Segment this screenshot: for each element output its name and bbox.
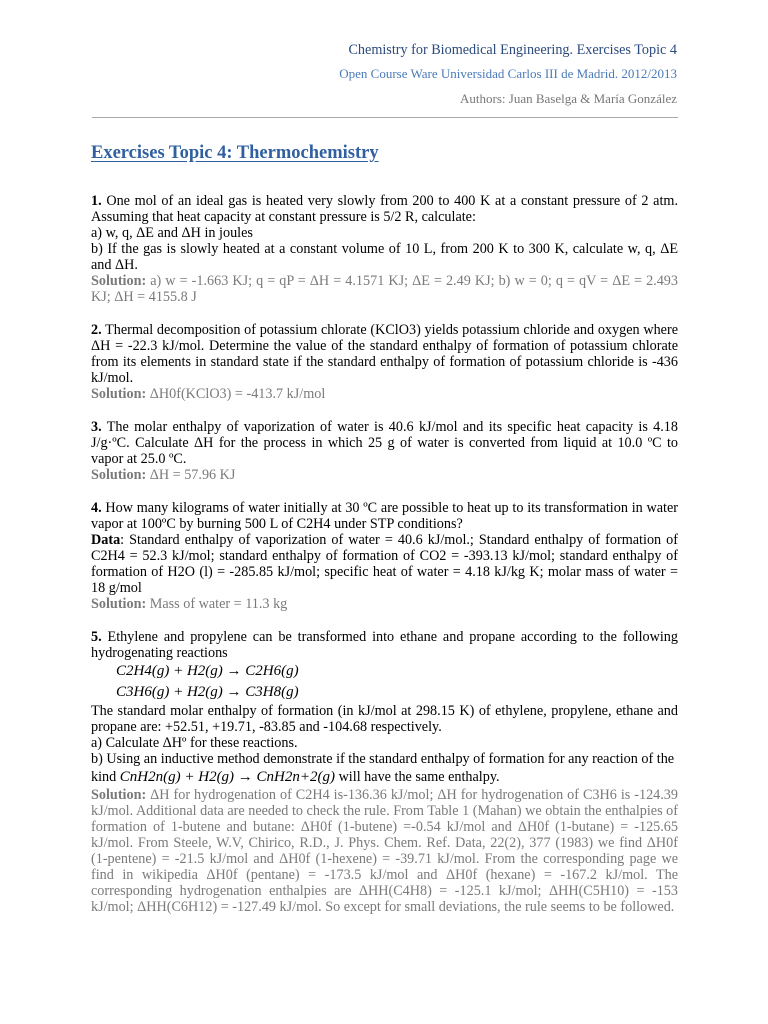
part-b-end: will have the same enthalpy. xyxy=(335,769,500,785)
data-text: : Standard enthalpy of vaporization of water = 40.6 kJ/mol.; Standard enthalpy of formation of C2H4 = 52.3 kJ/mol; standard enthalpy of formation of CO2 = -393.13 kJ/mol; standard enthalpy of formation of H2O (l) = -285.85 kJ/mol; specific heat of water = 4.18 kJ/kg K; molar mass of water = 18 g/mol xyxy=(91,532,678,596)
solution-text: Mass of water = 11.3 kg xyxy=(146,596,288,612)
solution-text: ΔH0f(KClO3) = -413.7 kJ/mol xyxy=(146,386,326,402)
general-reaction-equation: CnH2n(g) + H2(g) → CnH2n+2(g) xyxy=(119,769,336,785)
exercise-3 xyxy=(91,419,678,483)
exercise-part-b: b) If the gas is slowly heated at a constant volume of 10 L, from 200 K to 300 K, calculate w, q, ΔE and ΔH. xyxy=(91,241,678,273)
exercise-part-a: a) w, q, ΔE and ΔH in joules xyxy=(91,225,253,241)
institution-line: Open Course Ware Universidad Carlos III de Madrid. 2012/2013 xyxy=(339,66,677,81)
reaction-equation-1: C2H4(g) + H2(g) → C2H6(g) xyxy=(116,663,299,679)
solution-label: Solution: xyxy=(91,787,147,803)
exercise-number: 2. xyxy=(91,322,102,338)
reaction-equation-2: C3H6(g) + H2(g) → C3H8(g) xyxy=(116,684,299,700)
exercise-1 xyxy=(91,193,678,305)
exercise-number: 1. xyxy=(91,193,102,209)
exercise-solution xyxy=(91,467,678,483)
exercise-solution xyxy=(91,787,678,915)
data-label: Data xyxy=(91,532,121,548)
header-divider xyxy=(92,117,678,118)
authors-line: Authors: Juan Baselga & María González xyxy=(460,91,677,106)
exercise-text: How many kilograms of water initially at 30 ºC are possible to heat up to its transformation in water vapor at 100ºC by burning 500 L of C2H4 under STP conditions? xyxy=(91,500,678,532)
solution-label: Solution: xyxy=(91,596,147,612)
exercise-solution xyxy=(91,273,678,305)
exercise-list xyxy=(91,193,678,915)
exercise-solution xyxy=(91,386,678,402)
exercise-number: 4. xyxy=(91,500,102,516)
kind-label: kind xyxy=(91,769,117,785)
exercise-text: The molar enthalpy of vaporization of water is 40.6 kJ/mol and its specific heat capacity is 4.18 J/g·ºC. Calculate ΔH for the process in which 25 g of water is converted from liquid at 10.0 ºC to vapor at 25.0 ºC. xyxy=(91,419,678,467)
solution-label: Solution: xyxy=(91,386,147,402)
exercise-part-b-cont xyxy=(91,767,678,787)
exercise-number: 5. xyxy=(91,629,102,645)
exercise-part-b: b) Using an inductive method demonstrate if the standard enthalpy of formation for any reaction of the xyxy=(91,751,675,767)
exercise-solution xyxy=(91,596,678,612)
exercise-number: 3. xyxy=(91,419,102,435)
solution-label: Solution: xyxy=(91,273,147,289)
solution-label: Solution: xyxy=(91,467,147,483)
page-title: Exercises Topic 4: Thermochemistry xyxy=(91,143,379,163)
exercise-text: Thermal decomposition of potassium chlorate (KClO3) yields potassium chloride and oxygen where ΔH = -22.3 kJ/mol. Determine the value of the standard enthalpy of formation of potassium chlorate from its elements in standard state if the standard enthalpy of formation of potassium chloride is -436 kJ/mol. xyxy=(91,322,678,386)
solution-text: a) w = -1.663 KJ; q = qP = ΔH = 4.1571 KJ; ΔE = 2.49 KJ; b) w = 0; q = qV = ΔE = 2.493 KJ; ΔH = 4155.8 J xyxy=(91,273,678,305)
exercise-text: Ethylene and propylene can be transformed into ethane and propane according to the following hydrogenating reactions xyxy=(91,629,678,661)
exercise-text-2: The standard molar enthalpy of formation (in kJ/mol at 298.15 K) of ethylene, propylene, ethane and propane are: +52.51, +19.71, -83.85 and -104.68 respectively. xyxy=(91,703,678,735)
exercise-4 xyxy=(91,500,678,612)
exercise-5 xyxy=(91,629,678,915)
solution-text: ΔH for hydrogenation of C2H4 is-136.36 kJ/mol; ΔH for hydrogenation of C3H6 is -124.39 kJ/mol. Additional data are needed to check the rule. From Table 1 (Mahan) we obtain the enthalpies of formation of 1-butene and butane: ΔH0f (1-butene) =-0.54 kJ/mol and ΔH0f (1-butane) = -125.65 kJ/mol. From Steele, W.V, Chirico, R.D., J. Phys. Chem. Ref. Data, 22(2), 377 (1983) we find ΔH0f (1-pentene) = -21.5 kJ/mol and ΔH0f (1-hexene) = -39.71 kJ/mol. From the corresponding page we find in wikipedia ΔH0f (pentane) = -173.5 kJ/mol and ΔH0f (hexane) = -167.2 kJ/mol. The corresponding hydrogenation enthalpies are ΔHH(C4H8) = -125.1 kJ/mol; ΔHH(C5H10) = -153 kJ/mol; ΔHH(C6H12) = -127.49 kJ/mol. So except for small deviations, the rule seems to be followed. xyxy=(91,787,678,915)
exercise-text: One mol of an ideal gas is heated very slowly from 200 to 400 K at a constant pressure of 2 atm. Assuming that heat capacity at constant pressure is 5/2 R, calculate: xyxy=(91,193,678,225)
course-title: Chemistry for Biomedical Engineering. Exercises Topic 4 xyxy=(348,42,677,58)
exercise-part-a: a) Calculate ΔHº for these reactions. xyxy=(91,735,298,751)
solution-text: ΔH = 57.96 KJ xyxy=(146,467,236,483)
exercise-2 xyxy=(91,322,678,402)
